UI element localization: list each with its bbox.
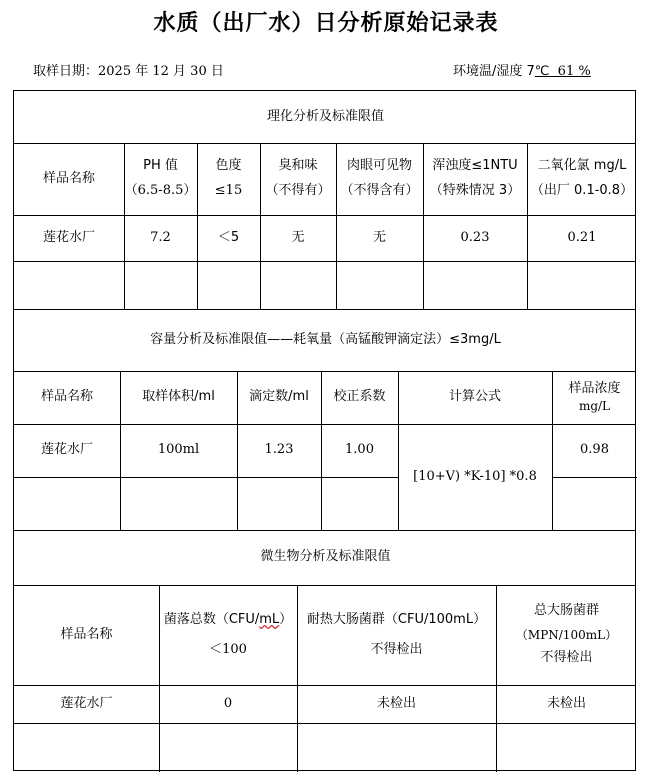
s1-cell-color: ＜5 — [217, 229, 240, 245]
s1-cell-chlorine-dioxide: 0.21 — [567, 229, 597, 245]
s2-header-volume: 取样体积/ml — [142, 389, 215, 405]
s2-header-concentration-label: 样品浓度 — [568, 381, 621, 396]
s2-cell-volume: 100ml — [157, 442, 200, 458]
s2-header-formula: 计算公式 — [448, 389, 501, 405]
s3-header-colony-count — [159, 585, 297, 685]
s1-cell-turbidity: 0.23 — [460, 229, 490, 245]
sampling-date — [33, 60, 224, 79]
s1-header-odor-label: 臭和味 — [278, 158, 318, 174]
s2-header-concentration — [552, 371, 637, 424]
s3-cell-thermotolerant-coliform: 未检出 — [376, 695, 416, 711]
s1-header-chlorine-label: 二氧化氯 mg/L — [537, 158, 627, 174]
s1-header-chlorine-dioxide — [527, 143, 637, 215]
section3-title: 微生物分析及标准限值 — [260, 549, 391, 565]
s3-cell-name: 莲花水厂 — [60, 695, 113, 711]
s2-cell-correction: 1.00 — [345, 442, 374, 458]
env-humidity: 61 % — [549, 64, 591, 79]
s1-header-ph — [124, 143, 197, 215]
s1-header-turbidity-label: 浑浊度≤1NTU — [432, 158, 518, 174]
sampling-date-label: 取样日期： — [33, 64, 99, 79]
section2-title: 容量分析及标准限值——耗氧量（高锰酸钾滴定法）≤3mg/L — [150, 331, 501, 347]
s3-header-thermo-limit: 不得检出 — [370, 642, 423, 657]
s1-header-odor-limit: （不得有） — [265, 183, 331, 198]
s1-header-visible-label: 肉眼可见物 — [346, 158, 412, 174]
s2-header-concentration-unit: mg/L — [578, 399, 611, 414]
s3-header-total-unit: （MPN/100mL） — [515, 627, 618, 642]
row-divider — [14, 477, 398, 478]
env-label: 环境温/湿度 7 — [453, 64, 535, 79]
s2-cell-name: 莲花水厂 — [40, 442, 93, 458]
s1-cell-ph: 7.2 — [150, 229, 171, 245]
row-divider — [14, 261, 635, 262]
s3-header-total-limit: 不得检出 — [540, 650, 593, 666]
s1-header-ph-label: PH 值 — [143, 158, 178, 174]
row-divider — [552, 477, 637, 478]
s2-header-correction: 校正系数 — [333, 389, 386, 405]
record-table — [13, 90, 636, 771]
s3-header-thermo-label: 耐热大肠菌群（CFU/100mL） — [306, 612, 487, 628]
s1-header-color-label: 色度 — [215, 158, 242, 174]
s1-header-visible-limit: （不得含有） — [340, 183, 419, 198]
page-title: 水质（出厂水）日分析原始记录表 — [153, 11, 499, 36]
s1-header-name-label: 样品名称 — [42, 170, 95, 186]
s3-header-total-coliform — [496, 585, 637, 685]
s3-cell-colony-count: 0 — [223, 695, 233, 711]
s2-cell-titration: 1.23 — [264, 442, 294, 458]
s2-header-titration: 滴定数/ml — [249, 389, 309, 405]
s2-header-name: 样品名称 — [40, 389, 93, 405]
s2-cell-concentration: 0.98 — [580, 442, 609, 458]
env-temp-unit: ℃ — [534, 64, 550, 79]
s1-header-visible — [336, 143, 423, 215]
sampling-date-value: 2025 年 12 月 30 日 — [98, 64, 224, 79]
s1-header-turbidity-limit: （特殊情况 3） — [429, 183, 521, 198]
s1-header-name — [14, 143, 124, 215]
s3-header-name: 样品名称 — [60, 626, 113, 642]
s1-cell-name: 莲花水厂 — [42, 229, 95, 245]
s3-header-colony-limit: ＜100 — [209, 642, 247, 657]
s1-header-ph-limit: （6.5-8.5） — [124, 183, 197, 198]
s1-header-color — [197, 143, 260, 215]
s3-cell-total-coliform: 未检出 — [546, 695, 586, 711]
s1-cell-visible: 无 — [372, 229, 386, 245]
s1-header-odor — [260, 143, 336, 215]
s3-header-thermotolerant-coliform — [297, 585, 496, 685]
s1-header-color-limit: ≤15 — [214, 183, 243, 198]
s3-header-total-label: 总大肠菌群 — [533, 602, 599, 618]
env-temp-humidity — [453, 60, 591, 79]
s1-cell-odor: 无 — [291, 229, 305, 245]
row-divider — [14, 723, 635, 724]
section1-title: 理化分析及标准限值 — [266, 108, 384, 124]
s1-header-turbidity — [423, 143, 527, 215]
s1-header-chlorine-limit: （出厂 0.1-0.8） — [530, 183, 634, 198]
s2-formula: [10+V) *K-10] *0.8 — [413, 468, 537, 484]
s3-header-colony-label: 菌落总数（CFU/mL） — [163, 612, 293, 628]
